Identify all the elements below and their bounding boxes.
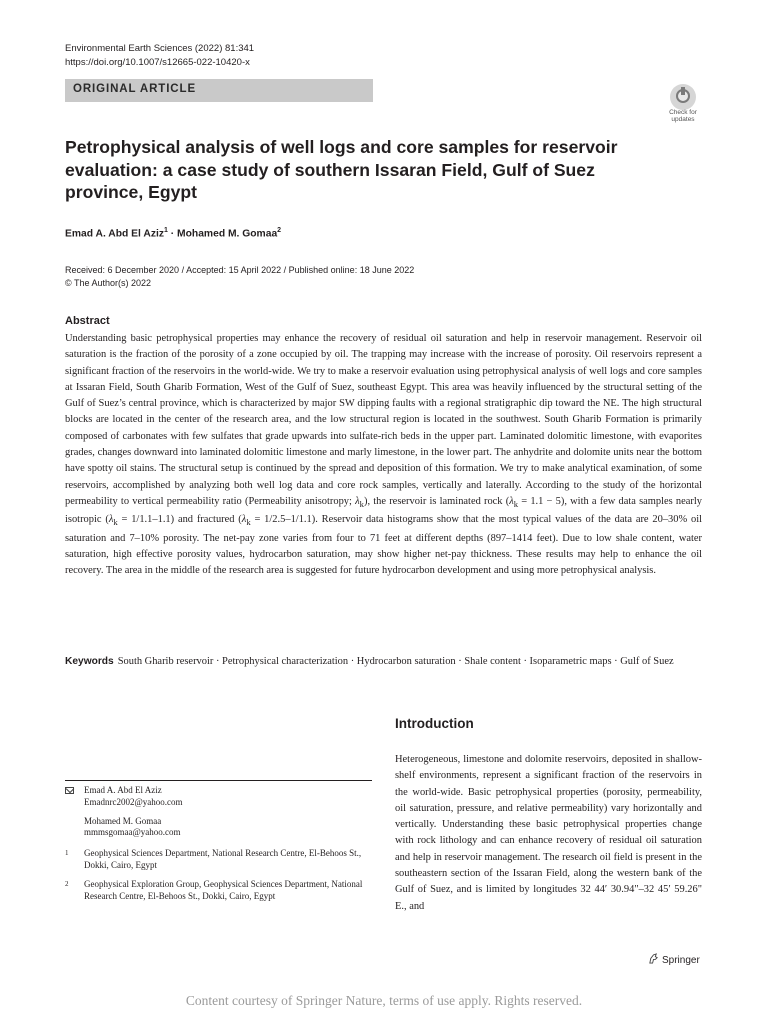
- publication-dates: [65, 264, 414, 290]
- doi-link[interactable]: https://doi.org/10.1007/s12665-022-10420-x: [65, 57, 250, 68]
- author-separator: ·: [167, 228, 178, 240]
- author-name[interactable]: Emad A. Abd El Aziz: [65, 228, 164, 240]
- affiliation-text: Geophysical Exploration Group, Geophysical Sciences Department, National Research Centre, El-Behoos St., Dokki, Cairo, Egypt: [84, 878, 363, 901]
- publisher-mark: [648, 953, 700, 966]
- author-list: [65, 227, 281, 239]
- affiliation-text: Geophysical Sciences Department, National Research Centre, El-Behoos St., Dokki, Cairo, Egypt: [84, 848, 362, 870]
- affiliation-number: 2: [65, 879, 69, 888]
- history-dates: Received: 6 December 2020 / Accepted: 15 April 2022 / Published online: 18 June 2022: [65, 265, 415, 275]
- introduction-heading: Introduction: [395, 716, 474, 731]
- corresponding-author-email[interactable]: mmmsgomaa@yahoo.com: [84, 827, 181, 838]
- envelope-icon: [65, 787, 74, 794]
- check-for-updates-icon: [670, 84, 696, 110]
- abstract-heading: Abstract: [65, 315, 110, 327]
- corresponding-author-email[interactable]: Emadnrc2002@yahoo.com: [84, 796, 183, 807]
- correspondence-block: [65, 785, 365, 902]
- article-title: Petrophysical analysis of well logs and core samples for reservoir evaluation: a case study of southern Issaran Field, Gulf of Suez province, Egypt: [65, 137, 618, 202]
- keywords-list: South Gharib reservoir · Petrophysical characterization · Hydrocarbon saturation · Shale content · Isoparametric maps · Gulf of Suez: [117, 656, 674, 667]
- article-type-banner: [65, 79, 373, 102]
- author-name[interactable]: Mohamed M. Gomaa: [177, 228, 278, 240]
- journal-header: [65, 42, 254, 70]
- keywords-label: Keywords: [65, 656, 114, 667]
- affiliation-number: 1: [65, 849, 69, 858]
- affiliation-marker: 2: [277, 227, 282, 234]
- keywords: [65, 654, 702, 670]
- corresponding-author-name: Mohamed M. Gomaa: [84, 815, 162, 826]
- corresponding-author-name: Emad A. Abd El Aziz: [84, 785, 162, 795]
- abstract-text: Understanding basic petrophysical properties may enhance the recovery of residual oil saturation and help in reservoir management. Reservoir oil saturation is the fraction of the porosity of a zone occupied by oil. The trapping may increase with the increase of porosity. Oil reservoirs represent a significant fraction of the reservoirs in the world-wide. We try to make a reservoir evaluation using petrophysical analysis of well logs and core samples at Issaran Field, South Gharib Formation, West of the Gulf of Suez, southeast Egypt. This area was heavily influenced by the structural setting of the Gulf of Suez’s central province, which is characterized by major SW dipping faults with a regional stratigraphic dip toward the NE. The high structural blocks are located in the center of the research area, and the low structural region is located in the southwest. South Gharib Formation is primarily composed of carbonates with few sulfates that grade upwards into sulfate-rich beds in the upper part. Laminated dolomitic limestone, with evaporites grades, changes downward into laminated dolomitic limestone and marly limestone, in the lower part. The anhydrite and dolomite units near the bottom have spotty oil stains. The structural setup is continued by the spread and deposition of this formation. We try to make analytical examination, of some reservoirs, accomplished by analyzing both well log data and core rock samples, vertically and laterally. According to the study of the horizontal permeability to vertical permeability ratio (Permeability anisotropy; $\lambda_k$), the reservoir is laminated rock $(\lambda_k = 1.1 - 5)$, with a few data samples nearly isotropic $(\lambda_k = 1/1.1-1.1)$ and fractured $(\lambda_k = 1/2.5-1/1.1)$. Reservoir data histograms show that the most typical values of the data are 20–30% oil saturation and 7–10% porosity. The net-pay zone varies from four to 71 feet at different depths (897–1414 feet). Due to low shale content, water saturation, high effective porosity values, hydrocarbon saturation, may show higher net-pay thickness. These results may help to enhance the oil recovery. The area in the middle of the research area is suggested for future hydrocarbon development and using more petrophysical analysis.: [65, 333, 703, 577]
- copyright-notice: © The Author(s) 2022: [65, 278, 152, 288]
- introduction-text: Heterogeneous, limestone and dolomite reservoirs, deposited in shallow-shelf environments, represent a significant fraction of the reservoirs in the world-wide. Basic petrophysical properties (porosity, permeability, oil saturation, pressure, and relative permeability) vary horizontally and vertically. Understanding these basic petrophysical properties change with rock lithology and can enhance recovery of residual oil saturation and help in reservoir management. The research oil field is present in the southeastern section of the Issaran Field, along the western bank of the Gulf of Suez, and is limited by longitudes 32 44′ 30.94"–32 45′ 59.26" E., and: [395, 754, 702, 912]
- affiliation-marker: 1: [163, 227, 168, 234]
- footnote-divider: [65, 780, 372, 781]
- springer-horse-icon: [648, 953, 659, 964]
- check-for-updates-label: Check for updates: [669, 109, 697, 123]
- check-for-updates-badge[interactable]: [664, 84, 702, 126]
- publisher-name: Springer: [662, 955, 700, 966]
- article-type-label: ORIGINAL ARTICLE: [73, 83, 197, 95]
- courtesy-footer: Content courtesy of Springer Nature, terms of use apply. Rights reserved.: [185, 993, 583, 1008]
- journal-citation: Environmental Earth Sciences (2022) 81:341: [65, 43, 255, 54]
